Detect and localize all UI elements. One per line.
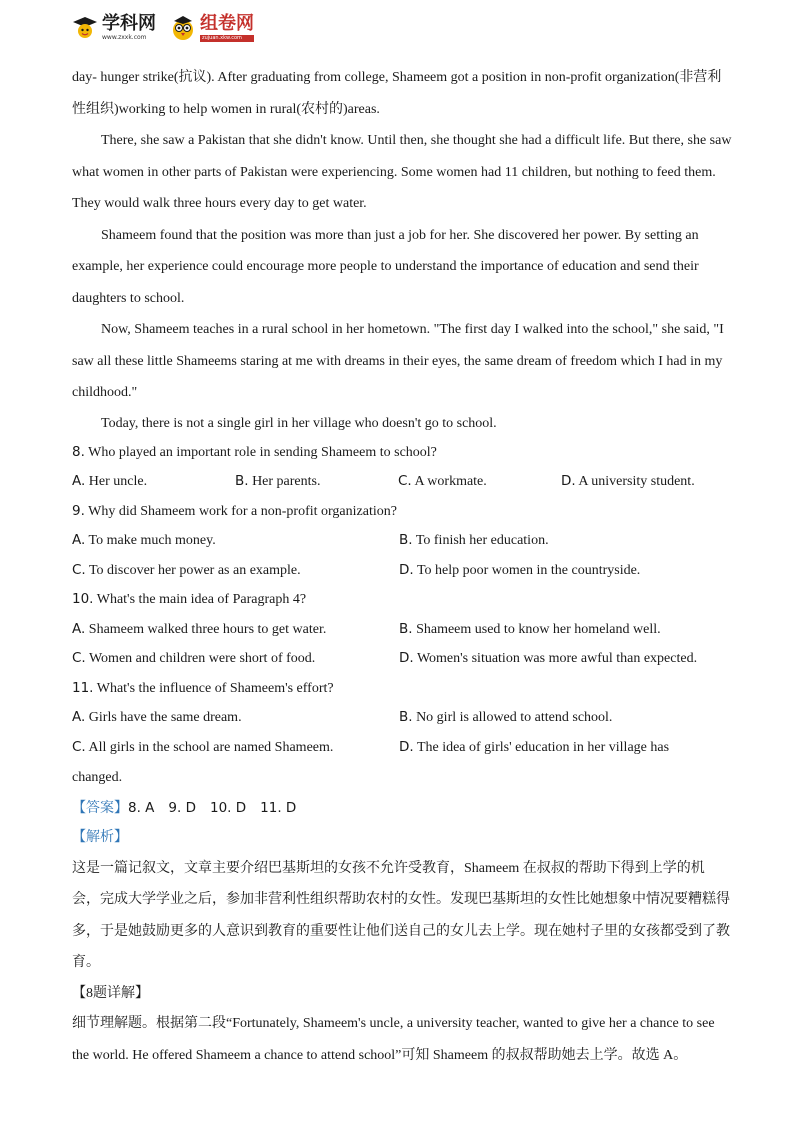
- question-text: Why did Shameem work for a non-profit organization?: [88, 503, 397, 519]
- zujuanwang-logo[interactable]: [170, 12, 254, 42]
- question-text: What's the influence of Shameem's effort?: [96, 680, 334, 696]
- logo2-title: 组卷网: [200, 12, 254, 34]
- question-11-options-row1: [72, 703, 732, 733]
- logo1-title: 学科网: [102, 13, 156, 34]
- answer-item: 11. D: [260, 799, 297, 816]
- question-9-options-row1: [72, 526, 732, 556]
- option-d[interactable]: D. A university student.: [561, 473, 695, 489]
- option-b[interactable]: B. No girl is allowed to attend school.: [399, 709, 613, 725]
- answer-item: 10. D: [210, 799, 247, 816]
- option-b[interactable]: B. Shameem used to know her homeland well.: [399, 620, 661, 637]
- option-c[interactable]: C. To discover her power as an example.: [72, 561, 301, 578]
- passage-paragraph: There, she saw a Pakistan that she didn't know. Until then, she thought she had a difficult life. But there, she saw what women in other parts of Pakistan were experiencing. Some women had 11 children, but nothing to feed them. They would walk three hours every day to get water.: [72, 133, 732, 211]
- passage-paragraph: Now, Shameem teaches in a rural school in her hometown. "The first day I walked into the school," she said, "I saw all these little Shameems staring at me with dreams in their eyes, the same dream of freedom which I had in my childhood.": [72, 322, 724, 400]
- logo2-url: zujuan.xkw.com: [200, 35, 254, 42]
- option-a[interactable]: A. To make much money.: [72, 532, 216, 548]
- question-text: What's the main idea of Paragraph 4?: [96, 592, 307, 607]
- question-9: [72, 497, 732, 527]
- passage-paragraph: Shameem found that the position was more than just a job for her. She discovered her power. By setting an example, her experience could encourage more people to understand the importance of education and send their daughters to school.: [72, 227, 699, 306]
- logo1-url: www.zxxk.com: [102, 34, 147, 41]
- option-b[interactable]: B. To finish her education.: [399, 532, 549, 548]
- header-logos: [72, 10, 254, 46]
- detail-text: 细节理解题。根据第二段“Fortunately, Shameem's uncle, a university teacher, wanted to give her a chance to see the world. He offered Shameem a chance to attend school”可知 Shameem 的叔叔帮助她去上学。故选 A。: [72, 1016, 715, 1063]
- question-number: 11.: [72, 679, 94, 696]
- option-a[interactable]: A. Her uncle.: [72, 473, 148, 489]
- option-c[interactable]: C. A workmate.: [398, 473, 487, 489]
- detail-label: 【8题详解】: [72, 985, 149, 1001]
- option-d-continuation: changed.: [72, 770, 123, 785]
- question-11: [72, 674, 732, 704]
- option-b[interactable]: B. Her parents.: [235, 473, 321, 489]
- question-text: Who played an important role in sending Shameem to school?: [88, 444, 437, 460]
- question-10-options-row1: [72, 615, 732, 645]
- question-number: 8.: [72, 443, 85, 460]
- question-8-options: [72, 467, 732, 497]
- answer-label: 【答案】: [72, 800, 128, 816]
- answer-line: [72, 794, 732, 824]
- question-10: [72, 585, 732, 615]
- option-a[interactable]: A. Shameem walked three hours to get water.: [72, 620, 327, 637]
- option-c[interactable]: C. Women and children were short of food.: [72, 650, 316, 666]
- analysis-label: 【解析】: [72, 830, 128, 845]
- answer-item: 8. A: [128, 799, 155, 816]
- question-11-options-row2: [72, 733, 732, 763]
- option-d[interactable]: D. The idea of girls' education in her village has: [399, 738, 670, 755]
- graduate-cap-face-icon: [72, 15, 98, 41]
- option-c[interactable]: C. All girls in the school are named Shameem.: [72, 738, 334, 755]
- question-number: 10.: [72, 591, 94, 607]
- xuekewang-logo[interactable]: [72, 15, 156, 41]
- option-a[interactable]: A. Girls have the same dream.: [72, 709, 242, 725]
- question-10-options-row2: [72, 644, 732, 674]
- option-d[interactable]: D. Women's situation was more awful than expected.: [399, 650, 698, 666]
- analysis-text: 这是一篇记叙文，文章主要介绍巴基斯坦的女孩不允许受教育，Shameem 在叔叔的帮助下得到上学的机会，完成大学学业之后，参加非营利性组织帮助农村的女性。发现巴基斯坦的女性比她想象中情况要糟糕得多，于是她鼓励更多的人意识到教育的重要性让他们送自己的女儿去上学。现在她村子里的女孩都受到了教育。: [72, 860, 730, 970]
- option-d[interactable]: D. To help poor women in the countryside.: [399, 561, 641, 578]
- question-8: [72, 438, 732, 468]
- passage-paragraph: day- hunger strike(抗议). After graduating from college, Shameem got a position in non-profit organization(非营利性组织)working to help women in rural(农村的)areas.: [72, 70, 722, 117]
- question-9-options-row2: [72, 556, 732, 586]
- passage-paragraph: Today, there is not a single girl in her village who doesn't go to school.: [101, 415, 497, 431]
- owl-mascot-icon: [170, 15, 196, 41]
- question-number: 9.: [72, 502, 85, 519]
- answer-item: 9. D: [168, 799, 196, 816]
- document-body: [72, 62, 732, 1071]
